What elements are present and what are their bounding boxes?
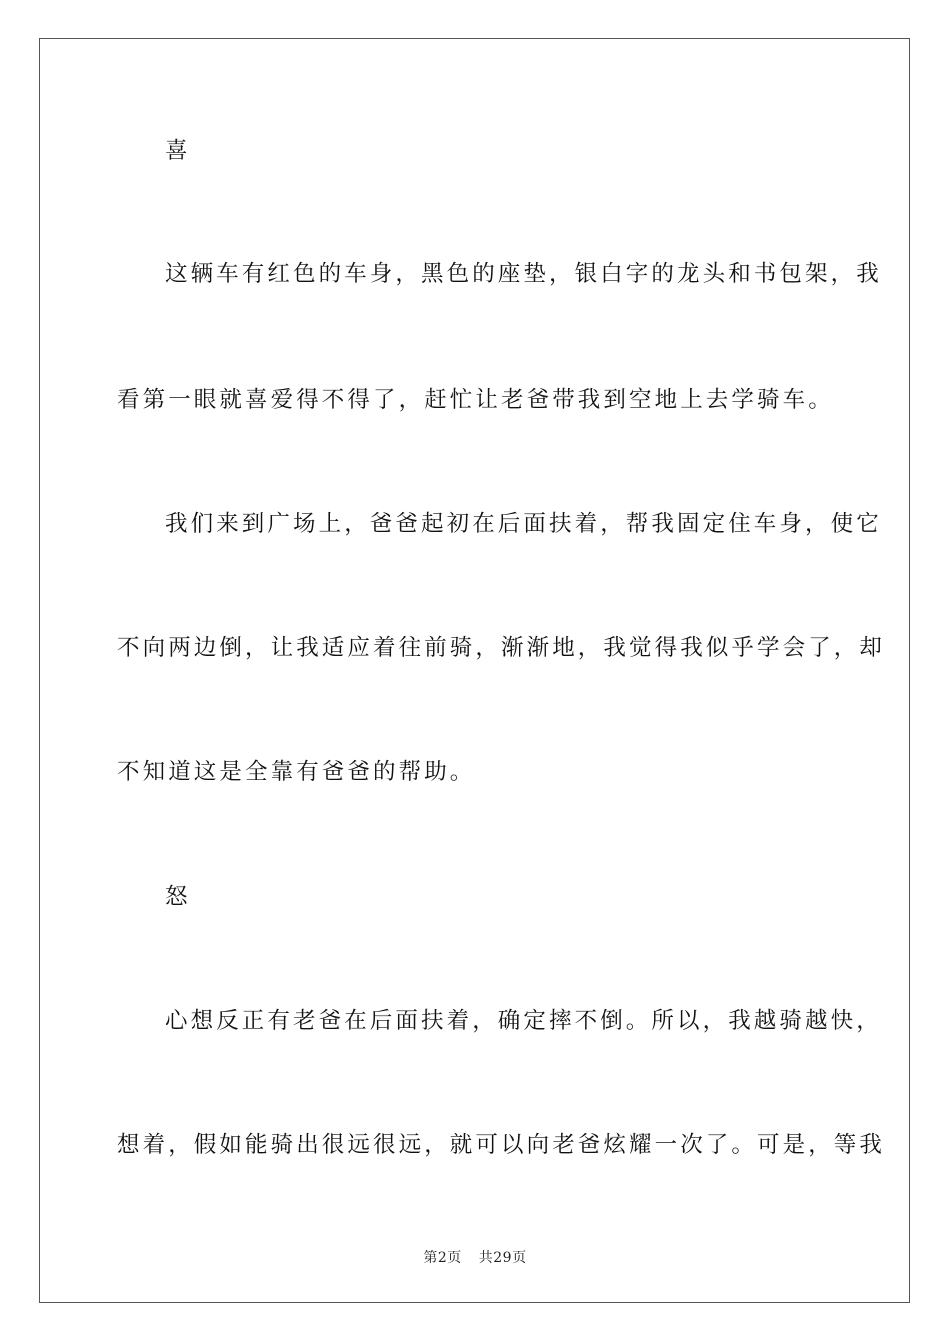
paragraph-line: 不向两边倒，让我适应着往前骑，渐渐地，我觉得我似乎学会了，却 bbox=[117, 635, 886, 661]
paragraph-line: 心想反正有老爸在后面扶着，确定摔不倒。所以，我越骑越快， bbox=[165, 1008, 882, 1034]
page-border bbox=[39, 38, 910, 1303]
page-number: 第2页 bbox=[423, 1250, 462, 1266]
paragraph-line: 想着，假如能骑出很远很远，就可以向老爸炫耀一次了。可是，等我 bbox=[117, 1132, 886, 1158]
paragraph-line: 看第一眼就喜爱得不得了，赶忙让老爸带我到空地上去学骑车。 bbox=[117, 387, 834, 413]
section-heading-joy: 喜 bbox=[165, 138, 191, 164]
page-footer bbox=[0, 1247, 950, 1267]
paragraph-line: 这辆车有红色的车身，黑色的座垫，银白字的龙头和书包架，我 bbox=[165, 261, 882, 287]
page-total: 共29页 bbox=[478, 1250, 527, 1266]
paragraph-line: 不知道这是全靠有爸爸的帮助。 bbox=[117, 759, 476, 785]
paragraph-line: 我们来到广场上，爸爸起初在后面扶着，帮我固定住车身，使它 bbox=[165, 511, 882, 537]
section-heading-anger: 怒 bbox=[165, 884, 191, 910]
